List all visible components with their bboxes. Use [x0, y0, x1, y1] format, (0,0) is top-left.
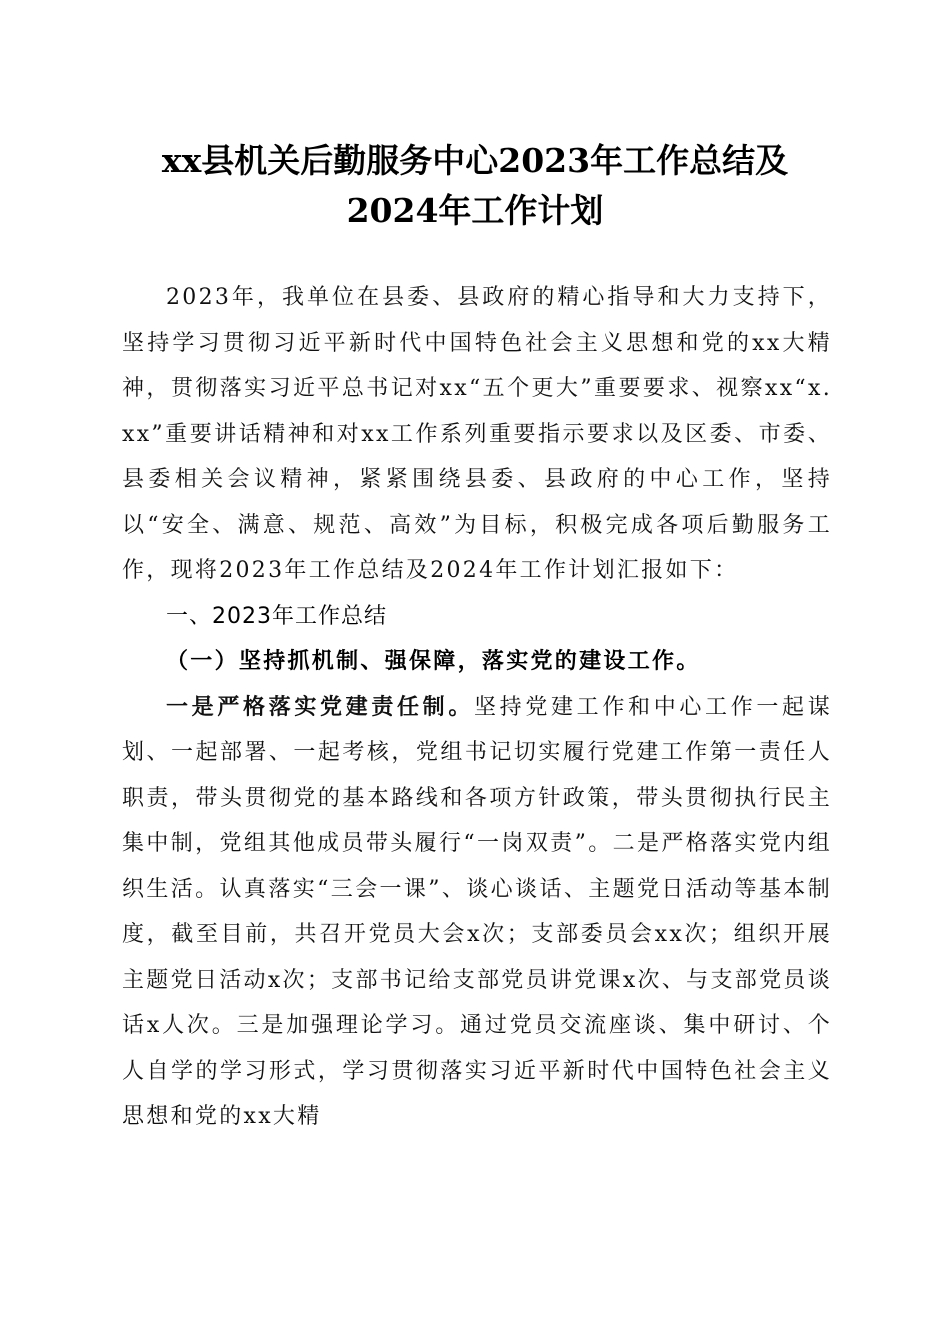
- paragraph-text: 坚持党建工作和中心工作一起谋划、一起部署、一起考核，党组书记切实履行党建工作第一责任人职责，带头贯彻党的基本路线和各项方针政策，带头贯彻执行民主集中制，党组其他成员带头履行“一岗双责”。二是严格落实党内组织生活。认真落实“三会一课”、谈心谈话、主题党日活动等基本制度，截至目前，共召开党员大会x次；支部委员会xx次；组织开展主题党日活动x次；支部书记给支部党员讲党课x次、与支部党员谈话x人次。三是加强理论学习。通过党员交流座谈、集中研讨、个人自学的学习形式，学习贯彻落实习近平新时代中国特色社会主义思想和党的xx大精: [122, 694, 832, 1129]
- document-body: [122, 275, 832, 1140]
- title-line-2: 2024年工作计划: [346, 191, 604, 230]
- subsection-heading: （一）坚持抓机制、强保障，落实党的建设工作。: [166, 648, 701, 674]
- section-heading: 一、2023年工作总结: [166, 603, 387, 629]
- title-line-1: xx县机关后勤服务中心2023年工作总结及: [161, 141, 789, 180]
- document-title: [120, 136, 830, 236]
- paragraph-lead: 一是严格落实党建责任制。: [166, 693, 475, 720]
- intro-paragraph: 2023年，我单位在县委、县政府的精心指导和大力支持下，坚持学习贯彻习近平新时代中国特色社会主义思想和党的xx大精神，贯彻落实习近平总书记对xx“五个更大”重要要求、视察xx“x.xx”重要讲话精神和对xx工作系列重要指示要求以及区委、市委、县委相关会议精神，紧紧围绕县委、县政府的中心工作，坚持以“安全、满意、规范、高效”为目标，积极完成各项后勤服务工作，现将2023年工作总结及2024年工作计划汇报如下：: [122, 285, 832, 583]
- body-paragraph: [122, 685, 832, 1140]
